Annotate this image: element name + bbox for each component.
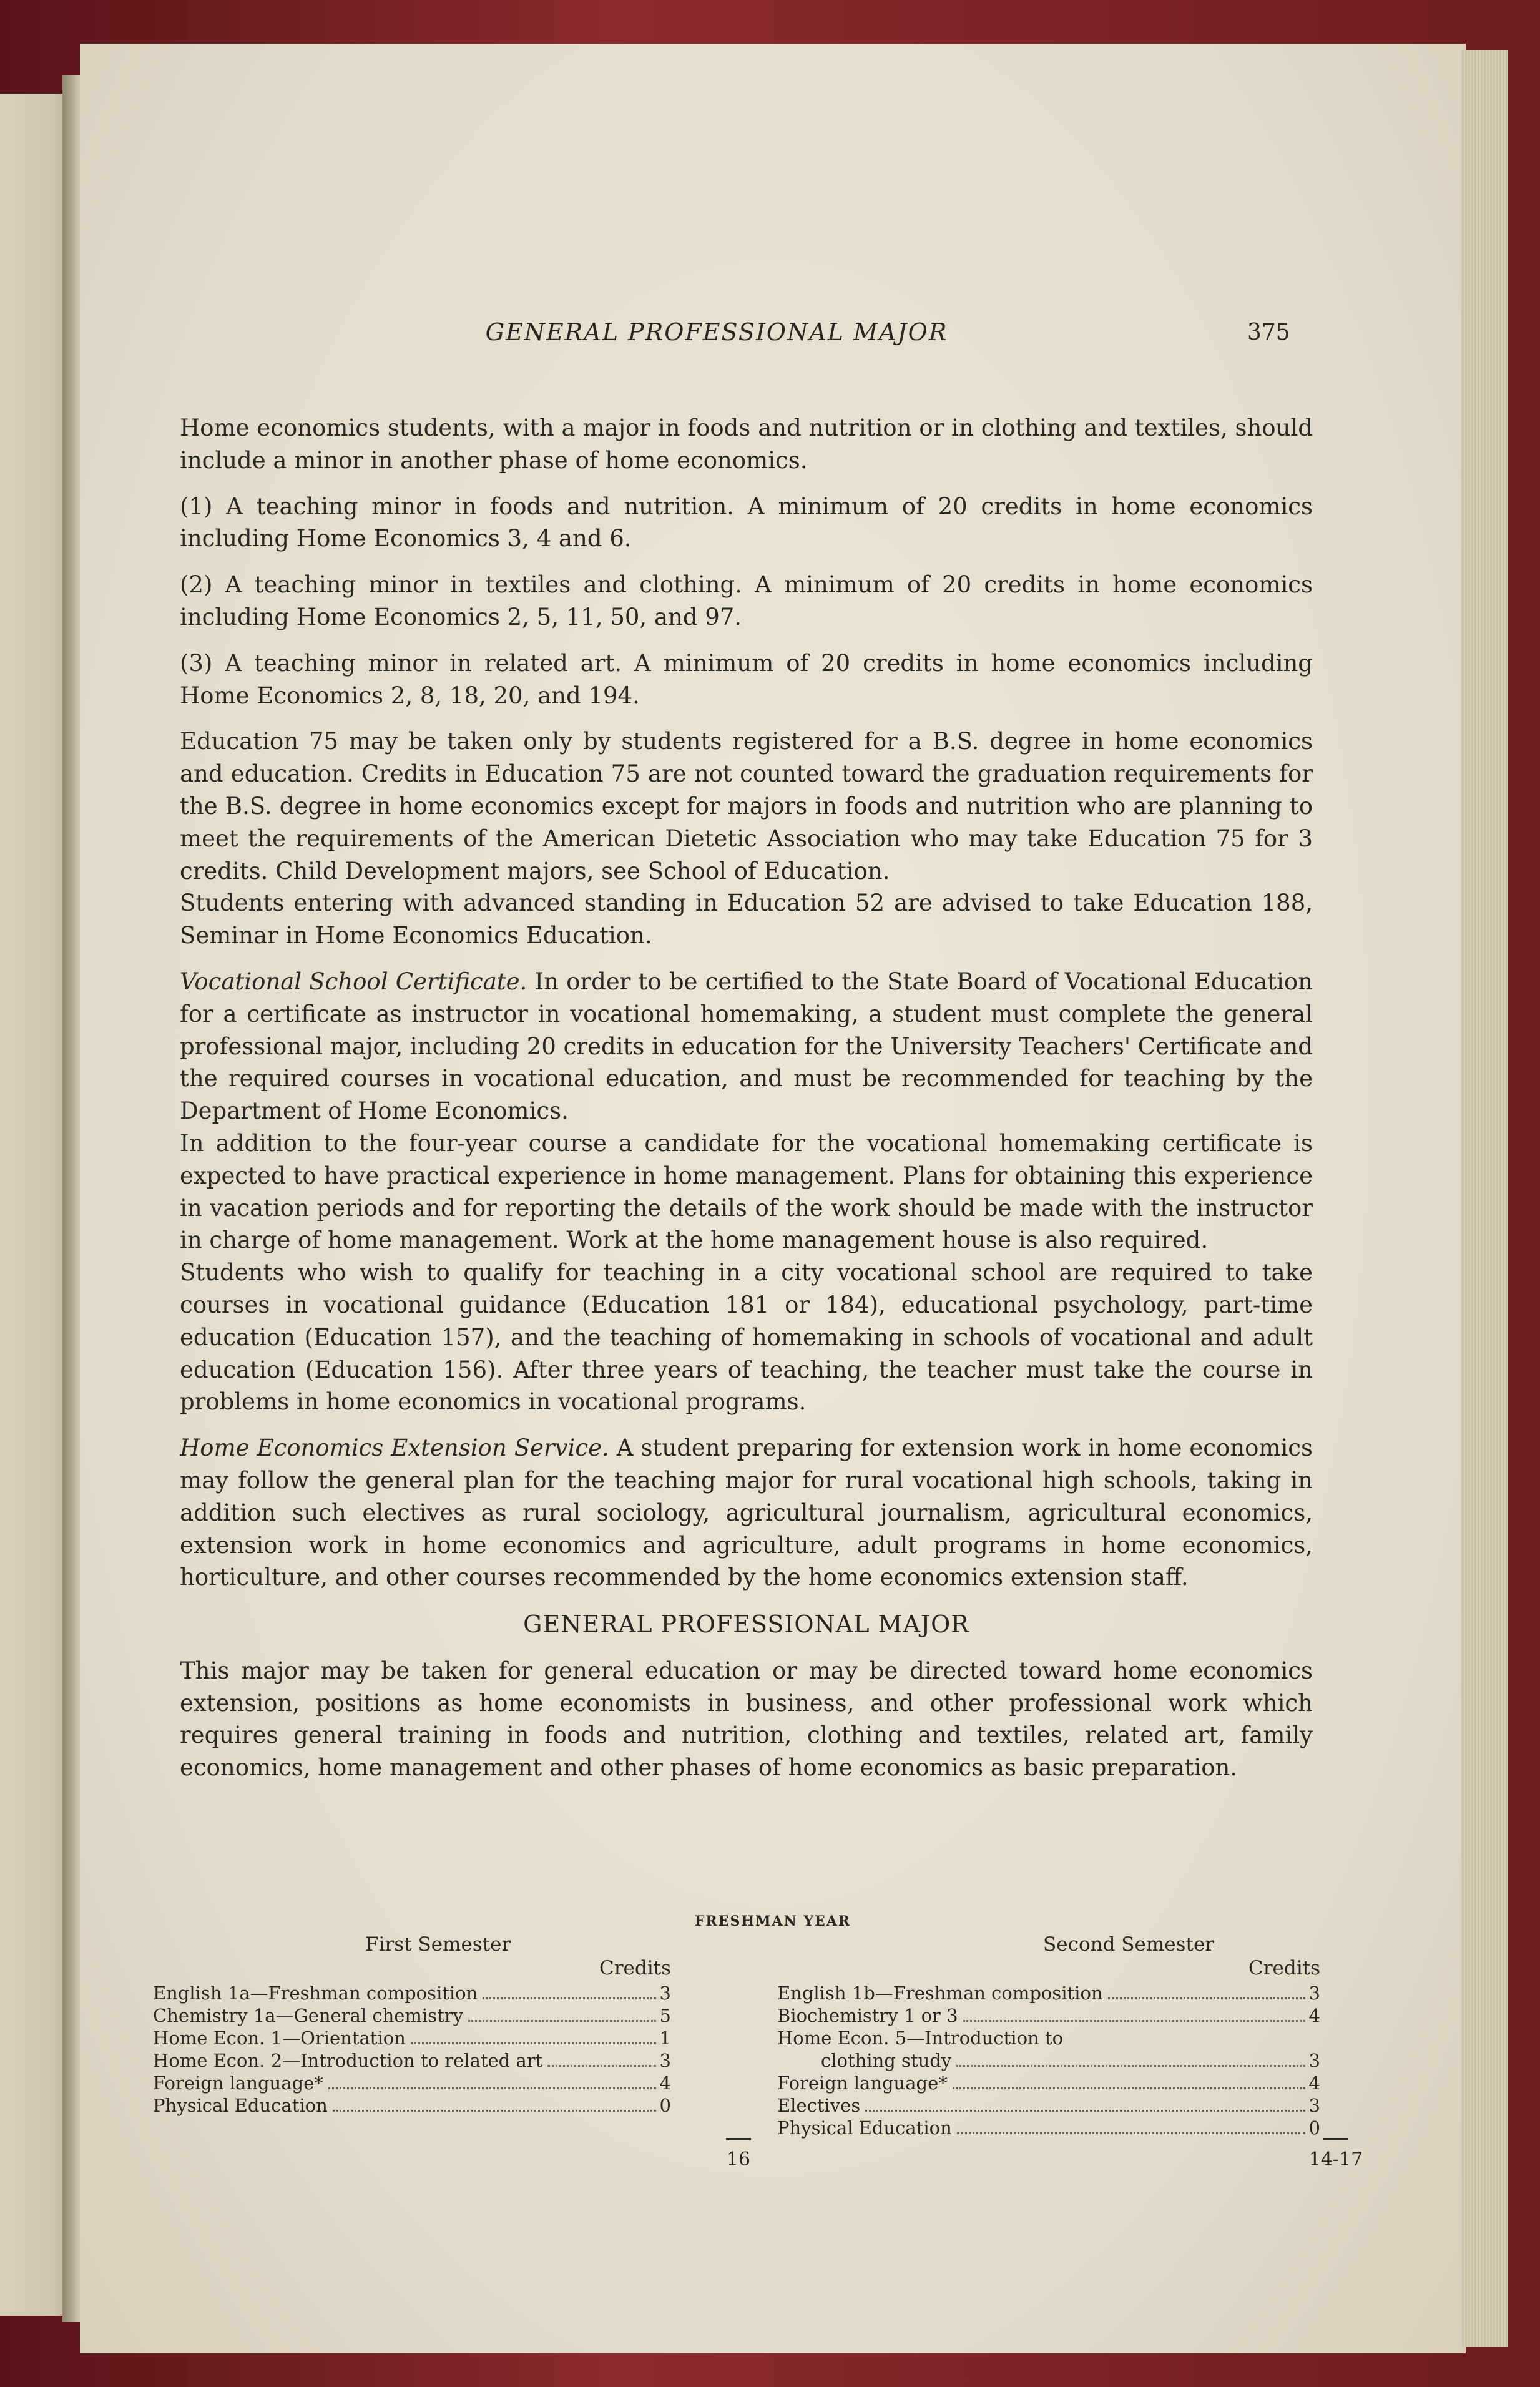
course-name: Foreign language* (777, 2072, 948, 2094)
leader-dots (411, 2042, 656, 2044)
course-name: Foreign language* (153, 2072, 323, 2094)
course-row (777, 2094, 1320, 2117)
course-name: English 1a—Freshman composition (153, 1983, 478, 2004)
course-row (153, 2072, 671, 2094)
course-row (153, 2094, 671, 2117)
course-name: clothing study (821, 2050, 952, 2071)
home-management-paragraph: In addition to the four-year course a candidate for the vocational homemaking certificate is expected to have practical experience in home management. Plans for obtaining this experience in vacation periods and for reporting the details of the work should be made with the instructor in charge of home management. Work at the home management house is also required. (180, 1129, 1313, 1254)
page-number: 375 (1247, 320, 1290, 345)
minor-art-paragraph: (3) A teaching minor in related art. A minimum of 20 credits in home economics including Home Economics 2, 8, 18, 20, and 194. (180, 649, 1313, 709)
first-semester-label: First Semester (365, 1933, 511, 1956)
minor-foods-paragraph: (1) A teaching minor in foods and nutrition. A minimum of 20 credits in home economics including Home Economics 3, 4 and 6. (180, 493, 1313, 552)
page-edges (1461, 50, 1508, 2347)
course-credits: 1 (659, 2027, 671, 2049)
vocational-certificate-title: Vocational School Certificate. (180, 968, 527, 995)
second-semester-total-value: 14-17 (1308, 2149, 1363, 2170)
course-name: English 1b—Freshman composition (777, 1983, 1103, 2004)
leader-dots (468, 2019, 656, 2022)
course-name: Biochemistry 1 or 3 (777, 2005, 958, 2026)
course-credits: 0 (659, 2095, 671, 2116)
total-rule (726, 2138, 751, 2140)
course-credits: 5 (659, 2005, 671, 2026)
course-row (153, 2004, 671, 2027)
course-credits: 3 (659, 2050, 671, 2071)
page-header (80, 318, 1466, 356)
course-row (777, 2072, 1320, 2094)
course-row (153, 2027, 671, 2049)
course-row (777, 2049, 1320, 2072)
second-semester-total (1305, 2138, 1367, 2170)
course-name: Home Econ. 1—Orientation (153, 2027, 406, 2049)
first-semester-column (153, 1932, 671, 2117)
leader-dots (483, 1997, 655, 1999)
course-credits: 3 (1308, 2050, 1320, 2071)
extension-paragraph (180, 1432, 1313, 1594)
course-row (153, 2049, 671, 2072)
leader-dots (328, 2087, 656, 2089)
vocational-certificate-text: In order to be certified to the State Board of Vocational Education for a certificate as instructor in vocational homemaking, a student must complete the general professional major, including 20 credits in education for the University Teachers' Certificate and the required courses in vocational education, and must be recommended for teaching by the Department of Home Economics. (180, 968, 1313, 1125)
course-credits: 4 (1308, 2005, 1320, 2026)
minor-textiles-paragraph: (2) A teaching minor in textiles and clothing. A minimum of 20 credits in home economics including Home Economics 2, 5, 11, 50, and 97. (180, 571, 1313, 630)
course-credits: 3 (659, 1983, 671, 2004)
leader-dots (547, 2064, 655, 2067)
leader-dots (865, 2109, 1305, 2112)
leader-dots (333, 2109, 656, 2112)
first-semester-total (717, 2138, 760, 2170)
course-row (153, 1982, 671, 2004)
extension-title: Home Economics Extension Service. (180, 1434, 609, 1462)
course-name: Chemistry 1a—General chemistry (153, 2005, 463, 2026)
course-name: Physical Education (777, 2117, 952, 2139)
first-semester-header (153, 1932, 671, 1982)
second-semester-header (777, 1932, 1320, 1982)
leader-dots (956, 2064, 1305, 2067)
course-row (777, 1982, 1320, 2004)
course-row (777, 2027, 1320, 2049)
course-name: Electives (777, 2095, 861, 2116)
second-semester-label: Second Semester (1043, 1933, 1215, 1956)
page-body (180, 412, 1313, 1784)
course-credits: 4 (1308, 2072, 1320, 2094)
course-credits: 3 (1308, 1983, 1320, 2004)
course-name: Physical Education (153, 2095, 328, 2116)
leader-dots (953, 2087, 1305, 2089)
vocational-certificate-paragraph (180, 966, 1313, 1127)
credits-label: Credits (599, 1957, 671, 1979)
course-name: Home Econ. 2—Introduction to related art (153, 2050, 543, 2071)
education-75-paragraph: Education 75 may be taken only by students registered for a B.S. degree in home economics and education. Credits in Education 75 are not counted toward the graduation requirements for the B.S. degree in home economics except for majors in foods and nutrition who are planning to meet the requirements of the American Dietetic Association who may take Education 75 for 3 credits. Child Development majors, see School of Education. (180, 728, 1313, 885)
course-name: Home Econ. 5—Introduction to (777, 2027, 1064, 2049)
credits-label: Credits (1248, 1957, 1320, 1979)
first-semester-total-value: 16 (726, 2149, 751, 2170)
course-row (777, 2117, 1320, 2139)
leader-dots (1108, 1997, 1305, 1999)
leader-dots (957, 2132, 1305, 2134)
second-semester-column (777, 1932, 1320, 2139)
intro-paragraph: Home economics students, with a major in foods and nutrition or in clothing and textiles, should include a minor in another phase of home economics. (180, 414, 1313, 474)
leader-dots (963, 2019, 1305, 2022)
freshman-year-heading: FRESHMAN YEAR (694, 1913, 851, 1929)
course-row (777, 2004, 1320, 2027)
book-page (80, 44, 1466, 2353)
running-title: GENERAL PROFESSIONAL MAJOR (485, 318, 948, 346)
course-credits: 4 (659, 2072, 671, 2094)
section-heading: GENERAL PROFESSIONAL MAJOR (523, 1610, 969, 1639)
city-school-paragraph: Students who wish to qualify for teaching in a city vocational school are required to take courses in vocational guidance (Education 181 or 184), educational psychology, part-time education (Education 157), and the teaching of homemaking in schools of vocational and adult education (Education 156). After three years of teaching, the teacher must take the course in problems in home economics in vocational programs. (180, 1259, 1313, 1416)
course-credits: 3 (1308, 2095, 1320, 2116)
general-major-paragraph: This major may be taken for general education or may be directed toward home economics extension, positions as home economists in business, and other professional work which requires general training in foods and nutrition, clothing and textiles, related art, family economics, home management and other phases of home economics as basic preparation. (180, 1657, 1313, 1782)
total-rule (1323, 2138, 1348, 2140)
extension-text: A student preparing for extension work in home economics may follow the general plan for the teaching major for rural vocational high schools, taking in addition such electives as rural sociology, agricultural journalism, agricultural economics, extension work in home economics and agriculture, adult programs in home economics, horticulture, and other courses recommended by the home economics extension staff. (180, 1434, 1313, 1591)
advanced-standing-paragraph: Students entering with advanced standing in Education 52 are advised to take Education 188, Seminar in Home Economics Education. (180, 890, 1313, 949)
course-credits: 0 (1308, 2117, 1320, 2139)
